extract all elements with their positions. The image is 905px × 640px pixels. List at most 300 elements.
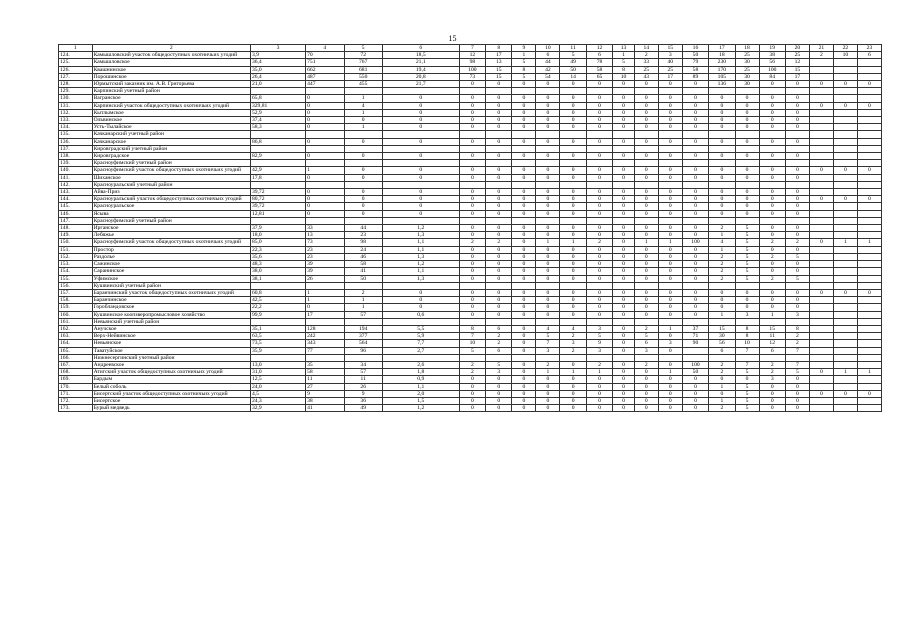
cell-value: 0 — [512, 347, 536, 354]
cell-value: 1 — [586, 369, 612, 376]
cell-value — [682, 282, 708, 289]
cell-value — [809, 397, 833, 404]
cell-value — [833, 131, 857, 138]
cell-value: 0 — [658, 297, 682, 304]
row-name: Кушвинское коопзверопромысловое хозяйство — [92, 311, 250, 318]
cell-value: 0 — [613, 203, 635, 210]
cell-value: 0 — [586, 203, 612, 210]
cell-value: 0 — [512, 196, 536, 203]
cell-value: 0 — [560, 196, 586, 203]
cell-value: 0 — [634, 117, 658, 124]
cell-value: 35,9 — [250, 347, 305, 354]
cell-value: 0 — [709, 304, 735, 311]
cell-value: 0 — [459, 210, 485, 217]
cell-value: 0 — [709, 124, 735, 131]
cell-value: 2 — [560, 347, 586, 354]
cell-value — [486, 88, 512, 95]
cell-value: 0 — [586, 210, 612, 217]
cell-value — [586, 354, 612, 361]
cell-value: 0 — [512, 383, 536, 390]
cell-value: 0 — [682, 397, 708, 404]
cell-value: 0 — [560, 246, 586, 253]
cell-value — [833, 160, 857, 167]
cell-value — [857, 160, 881, 167]
cell-value: 7 — [735, 347, 759, 354]
cell-value: 9 — [306, 390, 344, 397]
cell-value: 0 — [682, 232, 708, 239]
cell-value — [344, 88, 382, 95]
row-number: 139. — [59, 160, 93, 167]
cell-value: 0 — [459, 275, 485, 282]
cell-value — [857, 340, 881, 347]
cell-value: 0 — [735, 189, 759, 196]
cell-value: 5,5 — [382, 325, 459, 332]
cell-value — [658, 318, 682, 325]
row-name: Белый соболь — [92, 383, 250, 390]
cell-value — [306, 160, 344, 167]
cell-value: 0 — [658, 390, 682, 397]
cell-value: 0 — [382, 102, 459, 109]
cell-value — [486, 282, 512, 289]
table-row — [59, 239, 882, 246]
cell-value: 0 — [735, 304, 759, 311]
cell-value — [613, 282, 635, 289]
cell-value: 0 — [486, 167, 512, 174]
cell-value: 2 — [709, 261, 735, 268]
cell-value: 0 — [785, 203, 809, 210]
cell-value: 0 — [459, 390, 485, 397]
cell-value: 2 — [560, 333, 586, 340]
cell-value — [759, 217, 785, 224]
cell-value: 0 — [560, 203, 586, 210]
cell-value: 0 — [512, 246, 536, 253]
cell-value: 43 — [634, 73, 658, 80]
cell-value: 0 — [709, 289, 735, 296]
row-name: Камышловский участок общедоступных охотничьих угодий — [92, 52, 250, 59]
cell-value: 33 — [634, 59, 658, 66]
cell-value: 0 — [560, 397, 586, 404]
cell-value: 1,3 — [382, 232, 459, 239]
cell-value — [833, 397, 857, 404]
column-number: 14 — [634, 45, 658, 52]
cell-value: 39,72 — [250, 203, 305, 210]
cell-value — [857, 325, 881, 332]
cell-value: 5 — [735, 275, 759, 282]
cell-value — [250, 217, 305, 224]
cell-value — [785, 282, 809, 289]
cell-value: 5 — [785, 275, 809, 282]
cell-value: 0 — [682, 109, 708, 116]
cell-value: 0 — [785, 225, 809, 232]
cell-value — [809, 66, 833, 73]
cell-value: 0 — [759, 261, 785, 268]
cell-value: 751 — [306, 59, 344, 66]
cell-value: 52,9 — [250, 109, 305, 116]
column-number: 10 — [536, 45, 560, 52]
cell-value: 2 — [459, 361, 485, 368]
table-row — [59, 297, 882, 304]
cell-value: 0 — [785, 95, 809, 102]
cell-value: 0 — [536, 253, 560, 260]
column-number: 1 — [59, 45, 93, 52]
cell-value: 0 — [613, 268, 635, 275]
cell-value: 0 — [658, 95, 682, 102]
cell-value: 0 — [586, 297, 612, 304]
column-number: 12 — [586, 45, 612, 52]
cell-value: 2 — [634, 361, 658, 368]
cell-value: 0 — [512, 390, 536, 397]
cell-value — [682, 145, 708, 152]
cell-value: 0 — [306, 174, 344, 181]
table-row — [59, 376, 882, 383]
cell-value: 0 — [709, 210, 735, 217]
cell-value: 2 — [759, 369, 785, 376]
cell-value: 15 — [486, 66, 512, 73]
cell-value — [809, 361, 833, 368]
cell-value: 5 — [459, 347, 485, 354]
cell-value: 1 — [344, 95, 382, 102]
cell-value: 0 — [344, 138, 382, 145]
cell-value — [536, 88, 560, 95]
cell-value: 0 — [459, 225, 485, 232]
cell-value — [833, 66, 857, 73]
cell-value: 1,3 — [382, 275, 459, 282]
cell-value — [833, 138, 857, 145]
cell-value: 10 — [735, 340, 759, 347]
cell-value: 12 — [459, 52, 485, 59]
cell-value — [857, 124, 881, 131]
row-name: Ольвинское — [92, 117, 250, 124]
cell-value: 0 — [759, 138, 785, 145]
cell-value — [735, 318, 759, 325]
cell-value: 36 — [344, 397, 382, 404]
column-number: 21 — [809, 45, 833, 52]
cell-value: 8 — [512, 66, 536, 73]
cell-value: 8 — [735, 333, 759, 340]
cell-value: 0 — [512, 304, 536, 311]
cell-value: 0 — [512, 138, 536, 145]
table-row — [59, 246, 882, 253]
cell-value: 2 — [709, 225, 735, 232]
row-number: 148. — [59, 225, 93, 232]
cell-value: 0 — [658, 253, 682, 260]
cell-value — [250, 88, 305, 95]
row-name: Баранчинский участок общедоступных охотничьих угодий — [92, 289, 250, 296]
cell-value: 0 — [486, 138, 512, 145]
cell-value: 5 — [735, 268, 759, 275]
cell-value: 0 — [785, 174, 809, 181]
cell-value: 5 — [735, 369, 759, 376]
cell-value: 0 — [586, 268, 612, 275]
cell-value: 0 — [536, 246, 560, 253]
cell-value — [857, 73, 881, 80]
cell-value: 58 — [344, 261, 382, 268]
row-number: 163. — [59, 333, 93, 340]
cell-value: 0 — [344, 189, 382, 196]
cell-value: 0 — [658, 361, 682, 368]
cell-value: 0 — [785, 405, 809, 412]
cell-value — [586, 145, 612, 152]
cell-value: 26 — [306, 275, 344, 282]
cell-value: 0 — [459, 189, 485, 196]
cell-value: 0 — [536, 289, 560, 296]
cell-value: 49 — [560, 59, 586, 66]
table-row — [59, 109, 882, 116]
cell-value — [833, 275, 857, 282]
cell-value: 0 — [613, 325, 635, 332]
cell-value: 0 — [586, 81, 612, 88]
table-row — [59, 145, 882, 152]
cell-value — [306, 181, 344, 188]
table-row — [59, 347, 882, 354]
cell-value: 7 — [735, 361, 759, 368]
cell-value: 85,0 — [250, 239, 305, 246]
cell-value — [250, 145, 305, 152]
cell-value: 0 — [486, 289, 512, 296]
cell-value — [857, 261, 881, 268]
cell-value: 0 — [759, 81, 785, 88]
cell-value — [512, 217, 536, 224]
cell-value: 0 — [709, 167, 735, 174]
cell-value: 2,7 — [382, 347, 459, 354]
row-number: 172. — [59, 397, 93, 404]
cell-value: 6 — [536, 52, 560, 59]
cell-value — [682, 347, 708, 354]
cell-value: 5 — [735, 405, 759, 412]
cell-value: 0 — [658, 117, 682, 124]
cell-value: 0 — [459, 232, 485, 239]
table-row — [59, 217, 882, 224]
cell-value — [560, 282, 586, 289]
cell-value: 15 — [486, 73, 512, 80]
table-row — [59, 52, 882, 59]
row-name: Бардым — [92, 376, 250, 383]
cell-value: 0 — [613, 81, 635, 88]
cell-value: 5 — [735, 239, 759, 246]
cell-value: 0 — [512, 397, 536, 404]
cell-value — [833, 354, 857, 361]
cell-value: 0 — [586, 189, 612, 196]
column-number: 5 — [344, 45, 382, 52]
cell-value: 0 — [486, 203, 512, 210]
cell-value: 0 — [658, 289, 682, 296]
cell-value: 11 — [759, 333, 785, 340]
cell-value: 0 — [486, 174, 512, 181]
cell-value: 0 — [459, 268, 485, 275]
cell-value — [344, 282, 382, 289]
cell-value: 0 — [586, 246, 612, 253]
cell-value: 0 — [586, 138, 612, 145]
row-name: Квашнинское — [92, 66, 250, 73]
row-number: 140. — [59, 167, 93, 174]
cell-value: 0 — [613, 124, 635, 131]
row-number: 168. — [59, 369, 93, 376]
cell-value — [306, 354, 344, 361]
cell-value: 487 — [306, 73, 344, 80]
cell-value: 0 — [486, 102, 512, 109]
cell-value: 100 — [759, 66, 785, 73]
cell-value — [250, 131, 305, 138]
cell-value: 0 — [459, 81, 485, 88]
cell-value — [382, 131, 459, 138]
cell-value: 0 — [306, 189, 344, 196]
cell-value: 0 — [833, 167, 857, 174]
cell-value — [560, 145, 586, 152]
cell-value — [306, 217, 344, 224]
cell-value: 0 — [459, 117, 485, 124]
cell-value: 2 — [486, 333, 512, 340]
cell-value: 0 — [536, 304, 560, 311]
cell-value: 0 — [759, 289, 785, 296]
cell-value — [857, 354, 881, 361]
cell-value: 0 — [809, 289, 833, 296]
cell-value: 0 — [613, 109, 635, 116]
cell-value: 8 — [785, 325, 809, 332]
cell-value: 12 — [759, 340, 785, 347]
cell-value: 0 — [459, 95, 485, 102]
cell-value: 0 — [634, 376, 658, 383]
cell-value: 2 — [785, 239, 809, 246]
cell-value: 0 — [709, 203, 735, 210]
cell-value: 22,3 — [250, 246, 305, 253]
cell-value — [833, 225, 857, 232]
cell-value: 49 — [344, 405, 382, 412]
cell-value — [759, 318, 785, 325]
cell-value: 0 — [709, 196, 735, 203]
cell-value — [735, 145, 759, 152]
cell-value — [709, 181, 735, 188]
cell-value: 15 — [709, 325, 735, 332]
cell-value: 1 — [536, 239, 560, 246]
cell-value: 0 — [560, 261, 586, 268]
cell-value: 1,1 — [382, 268, 459, 275]
cell-value — [857, 109, 881, 116]
row-name: Айва-Приз — [92, 189, 250, 196]
cell-value — [809, 124, 833, 131]
row-name: Порошинское — [92, 73, 250, 80]
cell-value: 0 — [709, 95, 735, 102]
cell-value: 0 — [634, 311, 658, 318]
cell-value — [709, 160, 735, 167]
cell-value: 9 — [344, 390, 382, 397]
cell-value — [759, 160, 785, 167]
cell-value: 0 — [560, 390, 586, 397]
table-row — [59, 95, 882, 102]
cell-value: 98 — [459, 59, 485, 66]
cell-value — [709, 88, 735, 95]
cell-value: 4 — [560, 325, 586, 332]
cell-value: 0 — [833, 81, 857, 88]
cell-value: 39,72 — [250, 189, 305, 196]
cell-value: 1,2 — [382, 261, 459, 268]
cell-value: 79 — [682, 59, 708, 66]
cell-value: 0 — [682, 102, 708, 109]
cell-value — [857, 174, 881, 181]
row-name: Кировградский учетный район — [92, 145, 250, 152]
cell-value: 0 — [658, 109, 682, 116]
cell-value: 5 — [735, 261, 759, 268]
row-name: Кировградское — [92, 153, 250, 160]
cell-value — [536, 160, 560, 167]
cell-value: 1 — [634, 239, 658, 246]
cell-value: 0 — [682, 225, 708, 232]
cell-value: 2,6 — [382, 361, 459, 368]
table-row — [59, 333, 882, 340]
cell-value — [833, 117, 857, 124]
cell-value: 1 — [306, 167, 344, 174]
table-row — [59, 181, 882, 188]
cell-value: 0 — [586, 390, 612, 397]
cell-value: 48,3 — [250, 261, 305, 268]
table-row — [59, 138, 882, 145]
cell-value: 1 — [658, 369, 682, 376]
cell-value: 0 — [785, 124, 809, 131]
cell-value — [857, 203, 881, 210]
cell-value — [634, 318, 658, 325]
cell-value: 96 — [344, 347, 382, 354]
table-row — [59, 405, 882, 412]
cell-value — [735, 354, 759, 361]
cell-value: 0 — [512, 203, 536, 210]
cell-value: 8 — [459, 325, 485, 332]
cell-value — [857, 333, 881, 340]
cell-value: 30 — [735, 59, 759, 66]
cell-value: 5 — [512, 73, 536, 80]
cell-value: 0 — [486, 124, 512, 131]
cell-value: 1,3 — [382, 253, 459, 260]
cell-value: 0 — [486, 117, 512, 124]
cell-value: 0 — [785, 390, 809, 397]
cell-value: 38 — [759, 52, 785, 59]
row-number: 164. — [59, 340, 93, 347]
cell-value — [735, 131, 759, 138]
cell-value: 19,4 — [382, 66, 459, 73]
cell-value — [809, 304, 833, 311]
cell-value: 0 — [486, 225, 512, 232]
table-row — [59, 253, 882, 260]
cell-value: 0 — [486, 304, 512, 311]
data-table — [58, 44, 882, 412]
cell-value: 2 — [759, 253, 785, 260]
cell-value — [586, 217, 612, 224]
cell-value: 0 — [785, 109, 809, 116]
cell-value: 0 — [735, 196, 759, 203]
row-number: 160. — [59, 311, 93, 318]
cell-value: 0 — [382, 304, 459, 311]
cell-value — [382, 217, 459, 224]
cell-value: 0 — [613, 239, 635, 246]
cell-value: 0 — [735, 174, 759, 181]
cell-value — [613, 145, 635, 152]
cell-value: 0 — [735, 117, 759, 124]
cell-value — [709, 145, 735, 152]
cell-value — [857, 88, 881, 95]
cell-value: 0 — [857, 289, 881, 296]
cell-value: 4 — [344, 102, 382, 109]
cell-value: 12 — [785, 59, 809, 66]
row-name: Качканарский учетный район — [92, 131, 250, 138]
cell-value: 50 — [560, 66, 586, 73]
cell-value: 0 — [682, 297, 708, 304]
cell-value: 1,1 — [382, 383, 459, 390]
cell-value: 0 — [512, 167, 536, 174]
row-name: Саранинское — [92, 268, 250, 275]
cell-value: 3,9 — [250, 52, 305, 59]
cell-value: 0 — [512, 239, 536, 246]
cell-value — [833, 297, 857, 304]
cell-value: 0 — [536, 153, 560, 160]
cell-value: 0 — [536, 138, 560, 145]
